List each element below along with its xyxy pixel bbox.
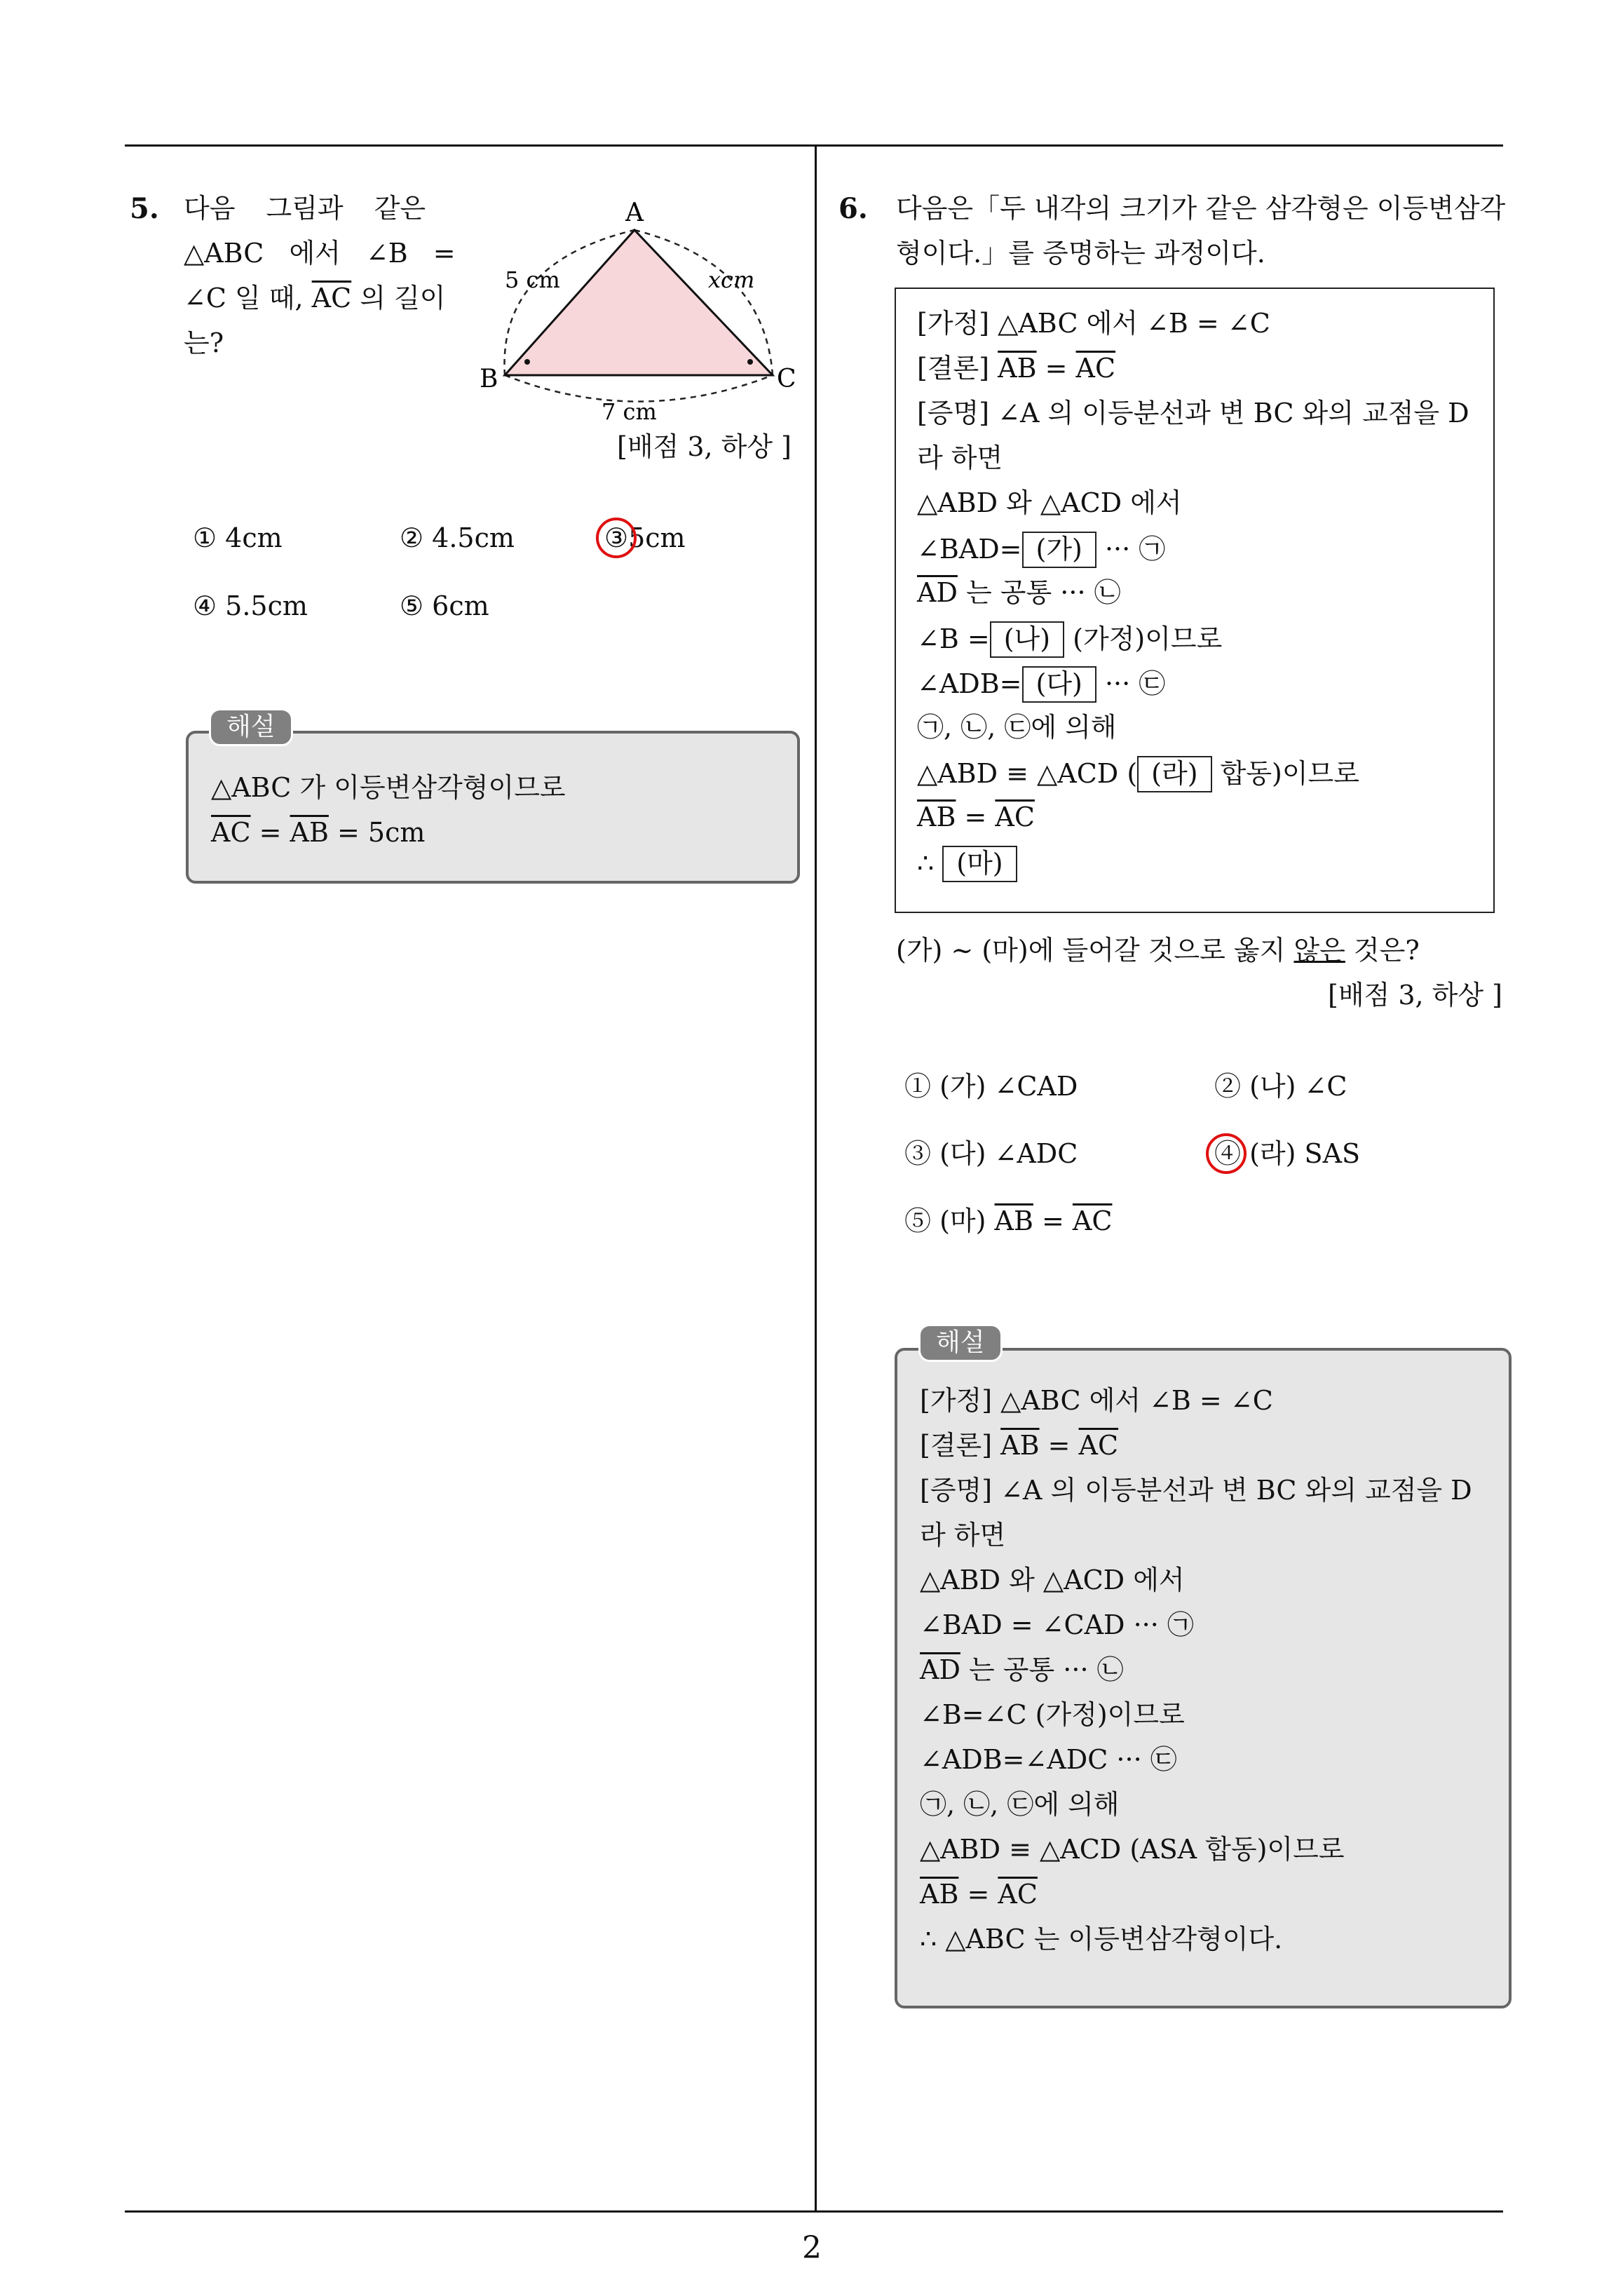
q6-exp-step-10-ab: $\overline{AB}$ — [920, 1879, 959, 1910]
vertex-c-label: C — [777, 365, 796, 393]
q6-exp-step-8: ㉠, ㉡, ㉢에 의해 — [920, 1789, 1120, 1820]
q6-exp-conclusion-ab: $\overline{AB}$ — [1000, 1430, 1040, 1461]
bottom-rule — [125, 2210, 1503, 2213]
q5-explanation-line2 — [211, 819, 425, 846]
blank-ga: (가) — [1022, 532, 1096, 568]
proof-step-4 — [917, 532, 1165, 568]
q6-exp-conclusion-eq: = — [1039, 1430, 1079, 1461]
vertex-a-label: A — [625, 198, 644, 227]
vertex-b-label: B — [480, 365, 498, 393]
side-ab-label: 5 cm — [505, 266, 560, 293]
proof-step-7-post: ··· ㉢ — [1096, 668, 1166, 699]
q5-answer-mark — [596, 518, 637, 558]
proof-step-11 — [917, 846, 1017, 882]
proof-step-5-ad: $\overline{AD}$ — [917, 577, 958, 608]
arc-bc — [505, 375, 773, 402]
q6-exp-step-10-ac: $\overline{AC}$ — [998, 1879, 1038, 1910]
blank-ma: (마) — [942, 846, 1017, 882]
q6-choice-2[interactable]: ② (나) ∠C — [1214, 1071, 1347, 1102]
column-divider — [815, 144, 817, 2212]
q6-choice-4-text: (라) SAS — [1249, 1138, 1361, 1169]
proof-step-9-pre: △ABD ≡ △ACD ( — [917, 758, 1138, 789]
side-ac-label: xcm — [708, 266, 755, 293]
q5-triangle-figure — [470, 196, 806, 435]
q5-stem-line2: △ABC 에서 ∠B = — [184, 238, 456, 269]
q6-exp-step-7: ∠ADB=∠ADC ··· ㉢ — [920, 1744, 1177, 1775]
proof-step-1: [증명] ∠A 의 이등분선과 변 BC 와의 교점을 D — [917, 398, 1469, 428]
proof-step-6-post: (가정)이므로 — [1064, 623, 1223, 654]
side-bc-label: 7 cm — [602, 398, 657, 425]
proof-step-11-therefore: ∴ — [917, 848, 943, 879]
q5-exp-end: = 5cm — [328, 817, 426, 848]
q6-number: 6. — [838, 192, 868, 225]
proof-step-2: 라 하면 — [917, 443, 1003, 473]
proof-step-4-pre: ∠BAD= — [917, 534, 1022, 565]
q5-explanation-tag: 해설 — [209, 708, 293, 746]
q6-exp-step-5-post: 는 공통 ··· ㉡ — [960, 1654, 1124, 1685]
q6-question-underlined: 않은 — [1293, 935, 1345, 966]
proof-conclusion — [917, 353, 1116, 384]
q6-exp-conclusion-ac: $\overline{AC}$ — [1078, 1430, 1119, 1461]
q5-choice-3-number: ③ — [604, 522, 629, 553]
proof-step-9 — [917, 756, 1359, 792]
proof-step-10 — [917, 804, 1035, 830]
q5-exp-segment-ab: $\overline{AB}$ — [290, 817, 329, 848]
proof-step-10-ab: $\overline{AB}$ — [917, 802, 956, 832]
q6-exp-conclusion — [920, 1432, 1118, 1459]
q6-exp-hypothesis: [가정] △ABC 에서 ∠B = ∠C — [920, 1385, 1273, 1416]
q6-explanation-tag: 해설 — [918, 1324, 1003, 1362]
q6-exp-step-10 — [920, 1879, 1038, 1910]
blank-da: (다) — [1022, 666, 1096, 703]
proof-step-7-pre: ∠ADB= — [917, 668, 1022, 699]
q6-choice-1[interactable]: ① (가) ∠CAD — [904, 1071, 1078, 1102]
proof-step-3: △ABD 와 △ACD 에서 — [917, 487, 1182, 518]
q6-stem-line1: 다음은「두 내각의 크기가 같은 삼각형은 이등변삼각 — [896, 193, 1506, 224]
proof-step-6 — [917, 621, 1222, 658]
q6-question — [896, 937, 1420, 964]
q5-choice-3-text: 5cm — [628, 522, 686, 553]
q5-stem-line3-end: 의 길이 — [360, 283, 446, 313]
q6-stem-line2: 형이다.」를 증명하는 과정이다. — [896, 238, 1265, 269]
q6-exp-step-5 — [920, 1656, 1124, 1683]
triangle-abc — [505, 230, 773, 375]
proof-conclusion-eq: = — [1036, 353, 1076, 384]
q6-choice-4-number: ④ — [1214, 1138, 1242, 1169]
q5-choice-1[interactable]: ① 4cm — [193, 522, 283, 553]
q6-proof-box — [895, 288, 1495, 913]
proof-step-10-ac: $\overline{AC}$ — [995, 802, 1035, 832]
q5-exp-segment-ac: $\overline{AC}$ — [211, 817, 251, 848]
proof-step-5 — [917, 579, 1121, 606]
blank-na: (나) — [990, 621, 1064, 658]
q6-exp-step-9: △ABD ≡ △ACD (ASA 합동)이므로 — [920, 1834, 1345, 1865]
proof-step-10-eq: = — [956, 802, 996, 832]
q6-exp-step-11: ∴ △ABC 는 이등변삼각형이다. — [920, 1924, 1283, 1954]
q5-number: 5. — [130, 192, 159, 225]
q5-choice-4[interactable]: ④ 5.5cm — [193, 590, 308, 621]
q5-stem-line1: 다음 그림과 같은 — [184, 193, 426, 224]
q6-explanation-box — [895, 1348, 1512, 2008]
q6-question-post: 것은? — [1345, 935, 1420, 966]
q6-choice-5-pre: ⑤ (마) — [904, 1206, 995, 1236]
q6-exp-conclusion-label: [결론] — [920, 1430, 1001, 1461]
angle-mark-c — [747, 359, 753, 365]
q5-choice-2[interactable]: ② 4.5cm — [400, 522, 515, 553]
proof-conclusion-ac: $\overline{AC}$ — [1075, 353, 1116, 384]
proof-step-7 — [917, 666, 1165, 703]
q6-exp-step-4: ∠BAD = ∠CAD ··· ㉠ — [920, 1609, 1194, 1640]
proof-step-6-pre: ∠B = — [917, 623, 990, 654]
q6-choice-5-eq: = — [1033, 1206, 1073, 1236]
q5-choice-5[interactable]: ⑤ 6cm — [400, 590, 489, 621]
page-number: 2 — [802, 2230, 822, 2266]
q6-exp-step-3: △ABD 와 △ACD 에서 — [920, 1565, 1185, 1595]
q6-choice-5-ac: $\overline{AC}$ — [1072, 1206, 1113, 1236]
q5-stem-segment-ac: $\overline{AC}$ — [311, 283, 352, 313]
q6-exp-step-6: ∠B=∠C (가정)이므로 — [920, 1699, 1185, 1730]
q6-question-pre: (가) ~ (마)에 들어갈 것으로 옳지 — [896, 935, 1294, 966]
q5-explanation-line1: △ABC 가 이등변삼각형이므로 — [211, 772, 566, 803]
q5-exp-eq1: = — [250, 817, 290, 848]
proof-step-4-post: ··· ㉠ — [1096, 534, 1166, 565]
proof-step-9-post: 합동)이므로 — [1211, 758, 1359, 789]
proof-conclusion-label: [결론] — [917, 353, 998, 384]
q6-exp-step-2: 라 하면 — [920, 1520, 1006, 1551]
q6-exp-step-5-ad: $\overline{AD}$ — [920, 1654, 960, 1685]
proof-step-8: ㉠, ㉡, ㉢에 의해 — [917, 712, 1117, 743]
q6-answer-mark — [1206, 1133, 1247, 1174]
angle-mark-b — [524, 359, 530, 365]
proof-hypothesis: [가정] △ABC 에서 ∠B = ∠C — [917, 308, 1270, 339]
proof-step-5-post: 는 공통 ··· ㉡ — [957, 577, 1121, 608]
q5-stem-line3-text: ∠C 일 때, — [184, 283, 304, 313]
q6-choice-5[interactable] — [904, 1208, 1112, 1234]
q5-stem-line3 — [184, 285, 446, 311]
blank-ra: (라) — [1137, 756, 1211, 792]
top-rule — [125, 144, 1503, 147]
q6-choice-5-ab: $\overline{AB}$ — [994, 1206, 1033, 1236]
q5-stem-line4: 는? — [184, 327, 224, 358]
q5-score: [배점 3, 하상 ] — [617, 431, 792, 462]
proof-conclusion-ab: $\overline{AB}$ — [998, 353, 1037, 384]
q6-exp-step-1: [증명] ∠A 의 이등분선과 변 BC 와의 교점을 D — [920, 1475, 1472, 1506]
q6-exp-step-10-eq: = — [958, 1879, 998, 1910]
q6-score: [배점 3, 하상 ] — [1328, 980, 1502, 1011]
q6-choice-3[interactable]: ③ (다) ∠ADC — [904, 1138, 1078, 1169]
q5-explanation-box — [186, 731, 800, 884]
